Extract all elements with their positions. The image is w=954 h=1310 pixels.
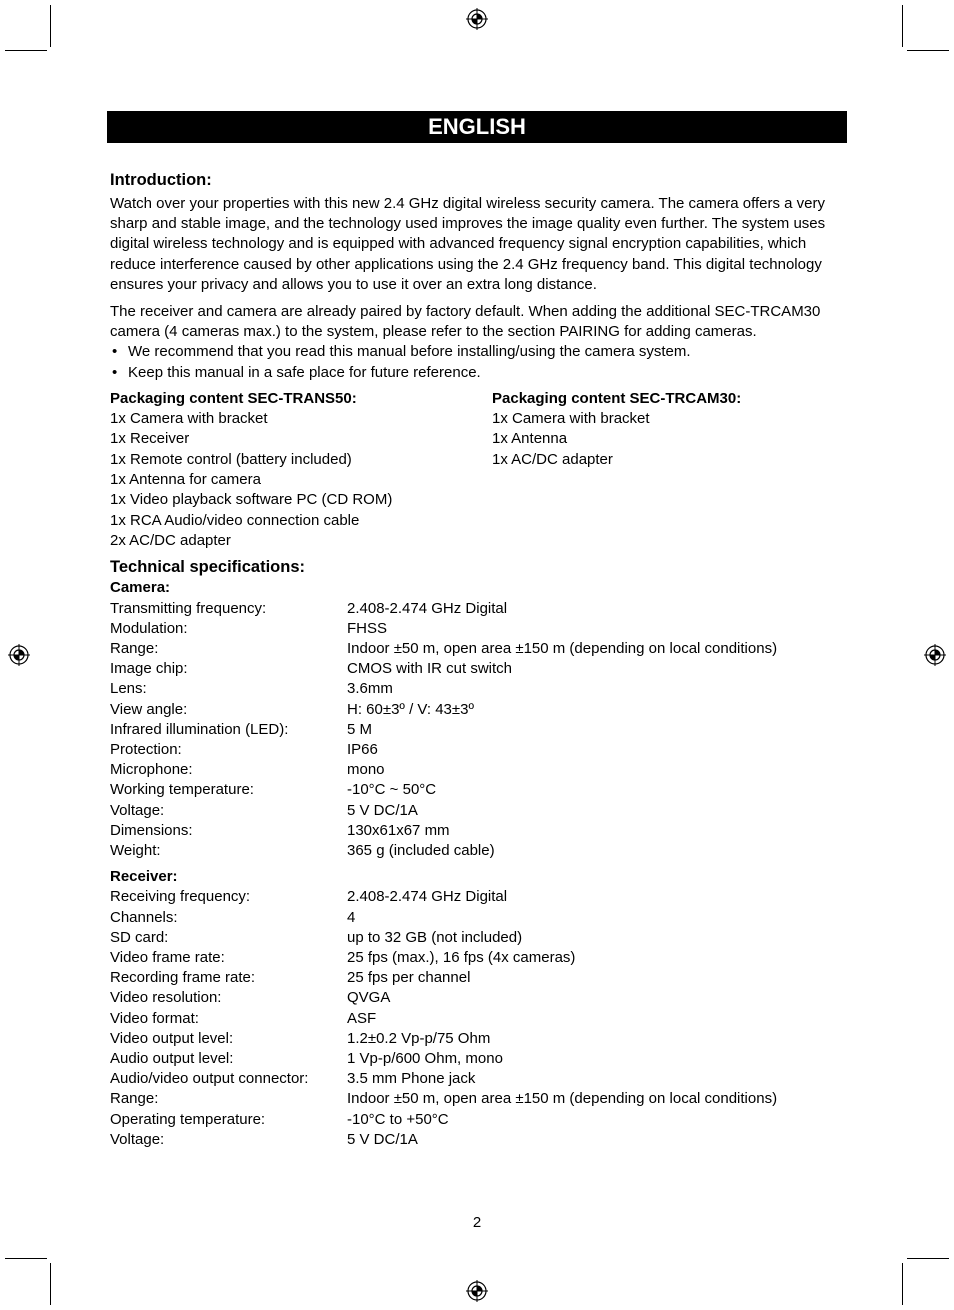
spec-label: Video output level: [110, 1029, 234, 1047]
introduction-paragraph: The receiver and camera are already paired by factory default. When adding the additional SEC-TRCAM30 camera (4 cameras max.) to the system, please refer to the section PAIRING for adding cameras. [110, 303, 821, 341]
table-row [110, 1029, 850, 1049]
table-row [110, 639, 850, 659]
spec-label: Video format: [110, 1009, 199, 1027]
packaging-column-trcam30 [492, 389, 741, 551]
table-row [110, 740, 850, 760]
spec-label: Voltage: [110, 801, 165, 819]
table-row [110, 928, 850, 948]
camera-specs-heading: Camera: [110, 579, 171, 597]
spec-label: Working temperature: [110, 781, 254, 799]
list-item: 1x Remote control (battery included) [110, 450, 352, 468]
packaging-column-trans50 [110, 389, 492, 551]
spec-value: 5 M [347, 720, 373, 738]
crop-mark [50, 1263, 51, 1305]
table-row [110, 1110, 850, 1130]
list-item: 1x RCA Audio/video connection cable [110, 511, 360, 529]
spec-value: 25 fps per channel [347, 969, 471, 987]
table-row [110, 801, 850, 821]
spec-label: SD card: [110, 928, 169, 946]
spec-value: 2.408-2.474 GHz Digital [347, 888, 508, 906]
spec-value: 3.5 mm Phone jack [347, 1070, 476, 1088]
list-item: 1x Antenna for camera [110, 471, 261, 489]
table-row [110, 619, 850, 639]
spec-value: Indoor ±50 m, open area ±150 m (depending on local conditions) [347, 1090, 778, 1108]
spec-value: 2.408-2.474 GHz Digital [347, 599, 508, 617]
table-row [110, 841, 850, 861]
crop-mark [902, 1263, 903, 1305]
list-item: • Keep this manual in a safe place for future reference. [110, 363, 850, 384]
list-item: 1x Camera with bracket [110, 410, 268, 428]
list-item: 1x AC/DC adapter [492, 450, 613, 468]
spec-value: -10°C to +50°C [347, 1110, 449, 1128]
spec-label: Range: [110, 639, 159, 657]
spec-label: Video resolution: [110, 989, 222, 1007]
table-row [110, 780, 850, 800]
spec-value: 3.6mm [347, 680, 393, 698]
spec-label: Video frame rate: [110, 949, 225, 967]
receiver-specs-heading: Receiver: [110, 868, 178, 886]
spec-label: Operating temperature: [110, 1110, 266, 1128]
list-item: 1x Receiver [110, 430, 190, 448]
registration-mark-icon [466, 8, 488, 30]
spec-label: Dimensions: [110, 821, 193, 839]
spec-value: 25 fps (max.), 16 fps (4x cameras) [347, 949, 576, 967]
spec-value: up to 32 GB (not included) [347, 928, 523, 946]
spec-label: Channels: [110, 908, 178, 926]
spec-label: Infrared illumination (LED): [110, 720, 289, 738]
table-row [110, 948, 850, 968]
spec-value: 1.2±0.2 Vp-p/75 Ohm [347, 1029, 491, 1047]
table-row [110, 1089, 850, 1109]
spec-label: View angle: [110, 700, 188, 718]
table-row [110, 821, 850, 841]
table-row [110, 968, 850, 988]
spec-label: Audio output level: [110, 1050, 234, 1068]
spec-label: Receiving frequency: [110, 888, 251, 906]
spec-value: 1 Vp-p/600 Ohm, mono [347, 1050, 503, 1068]
table-row [110, 659, 850, 679]
spec-value: CMOS with IR cut switch [347, 660, 513, 678]
list-item: 1x Antenna [492, 430, 568, 448]
spec-value: 5 V DC/1A [347, 801, 418, 819]
receiver-specs-table [110, 887, 850, 1150]
table-row [110, 988, 850, 1008]
list-item: 2x AC/DC adapter [110, 531, 231, 549]
crop-mark [5, 50, 47, 51]
introduction-heading: Introduction: [110, 171, 212, 189]
table-row [110, 679, 850, 699]
registration-mark-icon [924, 644, 946, 666]
table-row [110, 599, 850, 619]
crop-mark [50, 5, 51, 47]
spec-value: -10°C ~ 50°C [347, 781, 437, 799]
crop-mark [907, 1258, 949, 1259]
spec-label: Range: [110, 1090, 159, 1108]
spec-value: H: 60±3º / V: 43±3º [347, 700, 474, 718]
spec-value: 130x61x67 mm [347, 821, 450, 839]
list-item: • We recommend that you read this manual before installing/using the camera system. [110, 342, 850, 363]
table-row [110, 887, 850, 907]
spec-label: Lens: [110, 680, 147, 698]
spec-label: Transmitting frequency: [110, 599, 267, 617]
spec-value: 4 [347, 908, 356, 926]
spec-label: Image chip: [110, 660, 188, 678]
list-item: 1x Camera with bracket [492, 410, 650, 428]
spec-value: mono [347, 761, 385, 779]
registration-mark-icon [8, 644, 30, 666]
page-content [110, 170, 850, 1150]
crop-mark [902, 5, 903, 47]
packaging-heading: Packaging content SEC-TRANS50: [110, 389, 357, 407]
spec-label: Modulation: [110, 619, 188, 637]
table-row [110, 1130, 850, 1150]
recommendation-list [110, 342, 850, 383]
camera-specs-table [110, 599, 850, 862]
table-row [110, 720, 850, 740]
table-row [110, 1009, 850, 1029]
list-item: 1x Video playback software PC (CD ROM) [110, 491, 393, 509]
packaging-heading: Packaging content SEC-TRCAM30: [492, 389, 742, 407]
registration-mark-icon [466, 1280, 488, 1302]
spec-label: Voltage: [110, 1130, 165, 1148]
spec-value: Indoor ±50 m, open area ±150 m (depending on local conditions) [347, 639, 778, 657]
crop-mark [907, 50, 949, 51]
spec-value: FHSS [347, 619, 388, 637]
spec-value: 5 V DC/1A [347, 1130, 418, 1148]
table-row [110, 1049, 850, 1069]
spec-value: ASF [347, 1009, 377, 1027]
spec-label: Microphone: [110, 761, 193, 779]
packaging-contents [110, 389, 850, 551]
page-number: 2 [472, 1214, 482, 1231]
introduction-paragraph: Watch over your properties with this new 2.4 GHz digital wireless security camera. The camera offers a very sharp and stable image, and the technology used improves the image quality even further. The system uses digital wireless technology and is equipped with advanced frequency signal encryption capabilities, which reduce interference caused by other applications using the 2.4 GHz frequency band. This digital technology ensures your privacy and allows you to use it over an extra long distance. [110, 195, 826, 293]
spec-label: Protection: [110, 740, 182, 758]
spec-value: IP66 [347, 740, 378, 758]
spec-label: Weight: [110, 841, 161, 859]
technical-specifications-heading: Technical specifications: [110, 558, 306, 577]
table-row [110, 1069, 850, 1089]
table-row [110, 908, 850, 928]
spec-value: QVGA [347, 989, 391, 1007]
spec-label: Audio/video output connector: [110, 1070, 309, 1088]
table-row [110, 760, 850, 780]
spec-label: Recording frame rate: [110, 969, 256, 987]
spec-value: 365 g (included cable) [347, 841, 495, 859]
crop-mark [5, 1258, 47, 1259]
table-row [110, 700, 850, 720]
language-header-bar: ENGLISH [107, 111, 847, 143]
